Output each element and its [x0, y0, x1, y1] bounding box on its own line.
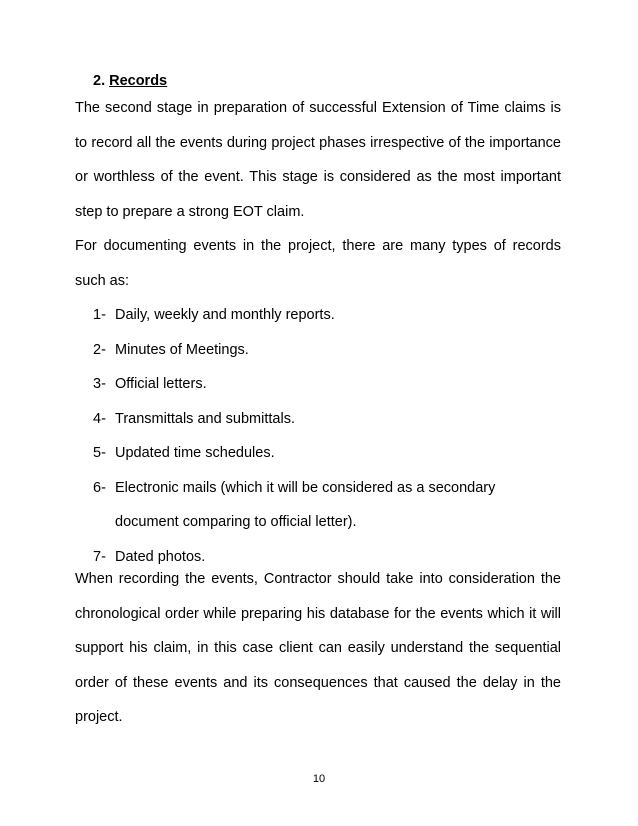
paragraph-line: such as: [75, 272, 129, 289]
paragraph-stage-description [75, 91, 561, 229]
list-item [93, 367, 495, 402]
section-number: 2. [93, 73, 106, 89]
records-list [93, 298, 495, 574]
paragraph-line: support his claim, in this case client can easily understand the sequential [75, 640, 561, 656]
list-item-text: Official letters. [115, 376, 207, 392]
list-item-continuation: document comparing to official letter). [115, 514, 357, 530]
list-item-text: Transmittals and submittals. [115, 410, 295, 427]
list-item-text: Dated photos. [115, 548, 206, 565]
list-item-text: Daily, weekly and monthly reports. [115, 307, 335, 323]
list-item-text: Updated time schedules. [115, 445, 275, 461]
list-item [93, 436, 495, 471]
list-item-number: 6- [93, 479, 106, 496]
list-item [93, 333, 495, 368]
list-item-number: 2- [93, 341, 106, 358]
paragraph-line: step to prepare a strong EOT claim. [75, 203, 305, 220]
section-title: Records [109, 73, 168, 89]
paragraph-line: project. [75, 709, 123, 725]
paragraph-line: order of these events and its consequences that caused the delay in the [75, 674, 561, 691]
paragraph-records-intro [75, 229, 561, 298]
paragraph-line: The second stage in preparation of successful Extension of Time claims is [75, 100, 561, 116]
paragraph-chronological-order [75, 562, 561, 735]
list-item [93, 402, 495, 437]
section-heading [93, 72, 167, 90]
list-item [93, 298, 495, 333]
paragraph-line: to record all the events during project phases irrespective of the importance [75, 134, 561, 151]
paragraph-line: chronological order while preparing his database for the events which it will [75, 605, 561, 622]
list-item-number: 4- [93, 410, 106, 427]
list-item-number: 3- [93, 376, 106, 392]
page-number: 10 [312, 773, 326, 785]
list-item-number: 5- [93, 445, 106, 461]
paragraph-line: When recording the events, Contractor should take into consideration the [75, 571, 561, 587]
paragraph-line: or worthless of the event. This stage is considered as the most important [75, 169, 561, 185]
list-item-number: 1- [93, 307, 106, 323]
list-item-number: 7- [93, 548, 106, 565]
paragraph-line: For documenting events in the project, there are many types of records [75, 238, 561, 254]
list-item-text: Minutes of Meetings. [115, 341, 249, 358]
list-item-text: Electronic mails (which it will be considered as a secondary [115, 479, 496, 496]
list-item [93, 471, 495, 540]
